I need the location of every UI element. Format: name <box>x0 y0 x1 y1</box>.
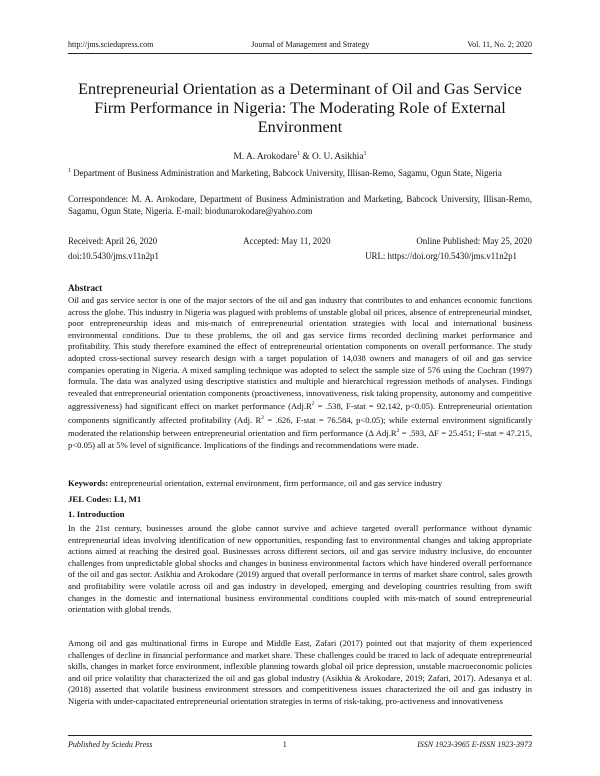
author-separator: & <box>300 152 312 163</box>
doi: doi:10.5430/jms.v11n2p1 <box>68 251 159 261</box>
doi-url-link[interactable]: URL: https://doi.org/10.5430/jms.v11n2p1 <box>365 251 517 261</box>
article-title: Entrepreneurial Orientation as a Determinant of Oil and Gas Service Firm Performance in Nigeria: The Moderating Role of External Environment <box>78 80 522 136</box>
author-1-affiliation-marker: 1 <box>297 151 300 157</box>
abstract-superscript-2: 2 <box>261 414 265 421</box>
affiliation-marker: 1 <box>68 168 71 174</box>
abstract-superscript-1: 2 <box>311 401 315 408</box>
author-2: O. U. Asikhia <box>311 152 364 163</box>
keywords-label: Keywords: <box>68 478 109 488</box>
doi-row <box>68 251 532 262</box>
abstract-body <box>68 295 532 451</box>
introduction-paragraph-1: In the 21st century, businesses around the globe cannot survive and achieve targeted overall performance without dynamic entrepreneurial ideas involving identification of new opportunities, responding fast to environmental changes and taking appropriate actions aimed at reaching the desired goal. Businesses across different sectors, oil and gas service industry inclusive, do encounter challenges from unpredictable global shocks and changes in business environmental factors which have hindered overall performance of the oil and gas sector. Asikhia and Arokodare (2019) argued that overall performance in terms of market share control, sales growth and profitability were volatile across oil and gas industry in developed, emerging and developing countries resulting from swift changes in the domestic and international business environmental conditions coupled with mis-match of sound entrepreneurial orientation with global trends. <box>68 523 532 615</box>
journal-url[interactable]: http://jms.sciedupress.com <box>68 40 154 49</box>
affiliation <box>68 166 532 179</box>
abstract-text-4: = .593, ΔF = 25.451; F-stat = 47.215, p<0.05) all at 5% level of significance. Implications of the findings and recommendations were made. <box>68 428 532 450</box>
page-number: 1 <box>282 740 287 749</box>
publisher: Published by Sciedu Press <box>68 740 153 749</box>
received-date: Received: April 26, 2020 <box>68 236 158 246</box>
abstract-text-1: Oil and gas service sector is one of the major sectors of the oil and gas industry that contributes to and enhances economic functions across the globe. This industry in Nigeria was plagued with problems of unstable global oil prices, absence of entrepreneurial mindset, poor entrepreneurship ideas and mis-match of entrepreneurial orientation strategies with local and international business environmental conditions. Due to these problems, the oil and gas service firms recorded declining market performance and profitability. This study therefore examined the effect of entrepreneurial orientation components on overall performance. The study adopted cross-sectional survey research design with a target population of 14,038 owners and managers of oil and gas service companies operating in Nigeria. A mixed sampling technique was adopted to select the sample size of 576 using the Cochran (1997) formula. The data was analyzed using descriptive statistics and multiple and hierarchical regression methods of analyses. Findings revealed that entrepreneurial orientation components (proactiveness, innovativeness, risk taking propensity, autonomy and competitive aggressiveness) had significant effect on market performance (Adj.R <box>68 295 532 412</box>
header-divider <box>68 53 532 54</box>
abstract-text-3: = .626, F-stat = 76.584, p<0.05); while external environment significantly moderated the relationship between entrepreneurial orientation and firm performance (Δ Adj.R <box>68 414 532 439</box>
abstract-text-2: = .538, F-stat = 92.142, p<0.05). Entrepreneurial orientation components significantly affected profitability (Adj. R <box>68 401 532 425</box>
running-footer <box>68 740 532 750</box>
keywords <box>68 478 532 489</box>
abstract-superscript-3: 2 <box>396 428 400 435</box>
accepted-date: Accepted: May 11, 2020 <box>243 236 331 246</box>
running-header <box>68 40 532 50</box>
abstract-heading: Abstract <box>68 283 103 293</box>
volume-info: Vol. 11, No. 2; 2020 <box>467 40 532 49</box>
introduction-paragraph-2: Among oil and gas multinational firms in Europe and Middle East, Zafari (2017) pointed out that majority of them experienced challenges of decline in financial performance and market share. These challenges could be traced to lack of adequate entrepreneurial skills, changes in market force environment, inflexible planning towards global oil price depression, unstable macroeconomic policies and oil price volatility that characterized the oil and gas global industry (Asikhia & Arokodare, 2019; Zafari, 2017). Adesanya et al. (2018) asserted that volatile business environment stressors and competitiveness issues characterized the oil and gas industry in Nigeria with under-capacitated entrepreneurial orientation strategies in terms of risk-taking, pro-activeness and innovativeness <box>68 638 532 706</box>
introduction-heading: 1. Introduction <box>68 509 125 519</box>
issn: ISSN 1923-3965 E-ISSN 1923-3973 <box>417 740 532 749</box>
author-1: M. A. Arokodare <box>233 152 297 163</box>
jel-codes: JEL Codes: L1, M1 <box>68 494 142 504</box>
journal-name: Journal of Management and Strategy <box>251 40 370 49</box>
author-line <box>68 148 532 163</box>
keywords-text: entrepreneurial orientation, external environment, firm performance, oil and gas service industry <box>108 478 443 488</box>
author-2-affiliation-marker: 1 <box>363 151 367 157</box>
correspondence: Correspondence: M. A. Arokodare, Department of Business Administration and Marketing, Babcock University, Illisan-Remo, Sagamu, Ogun State, Nigeria. E-mail: biodunarokodare@yahoo.com <box>68 194 532 216</box>
footer-divider <box>68 735 532 736</box>
affiliation-text: Department of Business Administration and Marketing, Babcock University, Illisan-Remo, Sagamu, Ogun State, Nigeria <box>71 167 502 178</box>
publication-dates <box>68 236 532 247</box>
published-date: Online Published: May 25, 2020 <box>416 236 532 246</box>
